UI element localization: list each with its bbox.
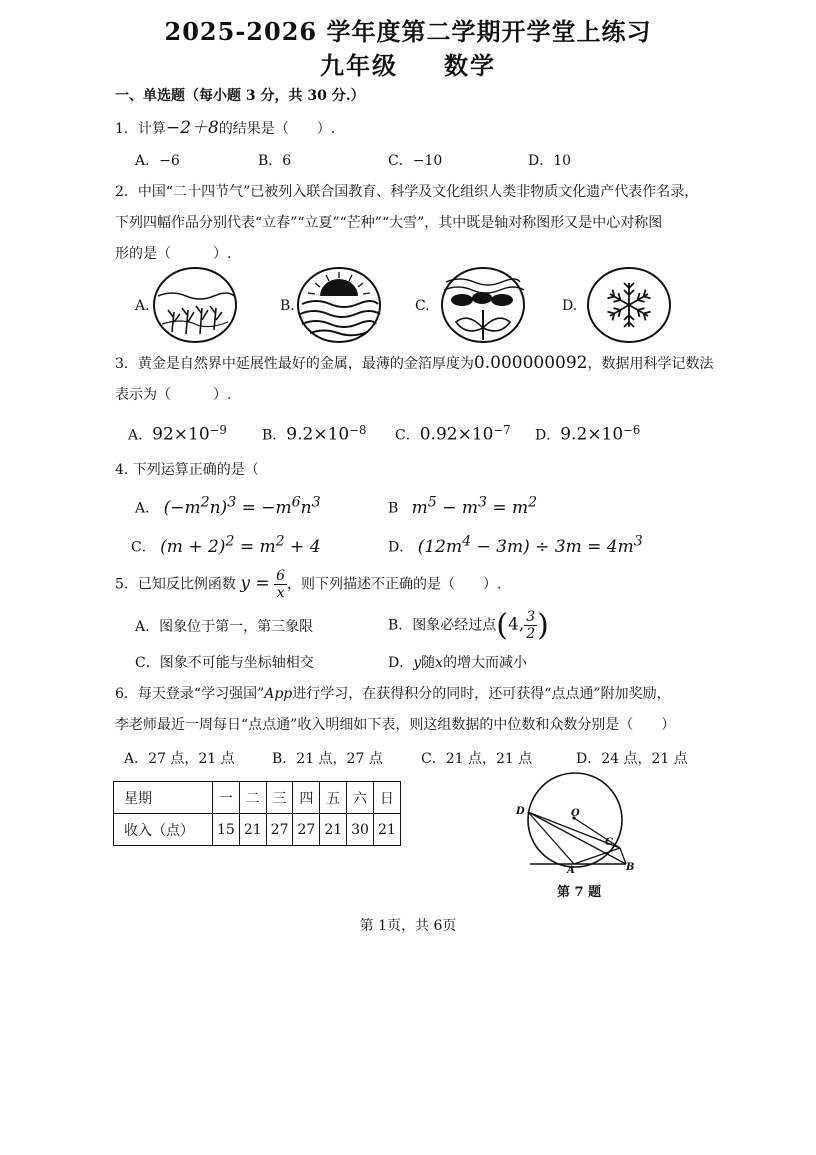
fig-label-b: B: [626, 862, 635, 873]
table-row: [114, 782, 401, 814]
daxue-picture: [586, 266, 672, 344]
table-cell: 15: [213, 814, 240, 846]
q3-line-1-pre: 3．黄金是自然界中延展性最好的金属，最薄的金箔厚度为: [115, 356, 474, 372]
figure-caption: 第 7 题: [557, 885, 602, 900]
q4-option-d: D． $(12m^4 - 3m) \div 3m = 4m^3$: [388, 533, 643, 557]
table-cell: 21: [373, 814, 400, 846]
table-cell: 四: [293, 782, 320, 814]
q1-option-a: A．−6: [135, 153, 180, 169]
q6-line-2: 李老师最近一周每日“点点通”收入明细如下表，则这组数据的中位数和众数分别是（ ）: [115, 717, 676, 733]
fig-label-c: C: [605, 837, 613, 848]
q2-option-d: D.: [562, 298, 578, 314]
section-heading: 一、单选题（每小题 3 分，共 30 分.）: [115, 88, 365, 104]
q2-line-1: 2．中国“二十四节气”已被列入联合国教育、科学及文化组织人类非物质文化遗产代表作名录，: [115, 184, 699, 200]
exam-title: 2025-2026 学年度第二学期开学堂上练习: [164, 17, 652, 46]
q1-option-d: D．10: [528, 153, 572, 169]
grade-label: 九年级: [320, 51, 398, 80]
exam-subtitle: [0, 46, 816, 81]
q4-option-a: A． $(-m^2n)^3 = -m^6n^3$: [135, 494, 321, 518]
q4-stem: 4. 下列运算正确的是（: [115, 462, 259, 478]
q5-option-c: C．图象不可能与坐标轴相交: [135, 655, 314, 671]
q1-stem-post: 的结果是（ ）.: [218, 121, 336, 137]
q6-option-b: B．21 点，27 点: [272, 751, 383, 767]
table-cell: 三: [266, 782, 293, 814]
q3-line-1: [115, 353, 713, 373]
table-header-day: 星期: [114, 782, 213, 814]
table-cell: 21: [320, 814, 347, 846]
table-cell: 五: [320, 782, 347, 814]
table-cell: 二: [239, 782, 266, 814]
q2-option-a: A.: [135, 298, 150, 314]
table-header-income: 收入（点）: [114, 814, 213, 846]
table-cell: 日: [373, 782, 400, 814]
q6-line-1: 6．每天登录“学习强国”App进行学习，在获得积分的同时，还可获得“点点通”附加奖励，: [115, 686, 671, 702]
q6-option-d: D．24 点，21 点: [576, 751, 688, 767]
q6-option-a: A．27 点，21 点: [124, 751, 235, 767]
q2-line-3: 形的是（ ）.: [115, 246, 232, 262]
q2-line-2: 下列四幅作品分别代表“立春”“立夏”“芒种”“大雪”，其中既是轴对称图形又是中心对称图: [115, 215, 663, 231]
q1-expression: −2＋8: [165, 118, 219, 138]
q5-option-a: A．图象位于第一，第三象限: [135, 619, 314, 635]
q3-option-c: C．$0.92\times 10^{-7}$: [395, 423, 511, 445]
q2-option-c: C.: [415, 298, 430, 314]
fig-label-a: A: [567, 865, 575, 876]
subject-label: 数学: [444, 51, 496, 80]
q6-option-c: C．21 点，21 点: [421, 751, 533, 767]
table-cell: 一: [213, 782, 240, 814]
q5-function-fraction: $\frac{6}{x}$: [276, 568, 286, 601]
table-cell: 30: [347, 814, 374, 846]
fig-label-d: D: [516, 806, 525, 817]
q3-line-2: 表示为（ ）.: [115, 387, 232, 403]
lixia-picture: [296, 266, 382, 344]
q3-option-b: B．$9.2\times 10^{-8}$: [262, 423, 367, 445]
q2-option-b: B.: [280, 298, 295, 314]
q3-line-1-post: ，数据用科学记数法: [587, 356, 714, 372]
table-cell: 六: [347, 782, 374, 814]
q5-function-lhs: y =: [240, 573, 270, 594]
table-row: [114, 814, 401, 846]
page-number: 第 1页，共 6页: [359, 918, 457, 934]
q1-option-c: C．−10: [388, 153, 443, 169]
geometry-figure-q7: [512, 772, 642, 876]
q5-stem: 5．已知反比例函数 y = $\frac{6}{x}$ ，则下列描述不正确的是（ ）.: [115, 568, 502, 601]
mangzhong-picture: [440, 266, 526, 344]
q5-option-b: B．图象必经过点(4, $\frac{3}{2}$ ): [388, 608, 549, 643]
q1-option-b: B．6: [258, 153, 292, 169]
question-1-stem: [115, 113, 335, 138]
q3-option-d: D．$9.2\times 10^{-6}$: [535, 423, 641, 445]
q4-option-c: C． $(m + 2)^2 = m^2 + 4$: [131, 533, 321, 557]
q4-option-b: B $m^5 - m^3 = m^2$: [388, 494, 538, 518]
q3-option-a: A．$92\times 10^{-9}$: [128, 423, 227, 445]
table-cell: 27: [293, 814, 320, 846]
q1-stem-pre: 1．计算: [115, 121, 166, 137]
income-table: [113, 781, 401, 846]
q3-value: 0.000000092: [473, 353, 588, 373]
table-cell: 27: [266, 814, 293, 846]
table-cell: 21: [239, 814, 266, 846]
fig-label-o: O: [571, 808, 580, 819]
lichun-picture: [152, 266, 238, 344]
q5-option-d: D．y随x的增大而减小: [388, 655, 528, 671]
